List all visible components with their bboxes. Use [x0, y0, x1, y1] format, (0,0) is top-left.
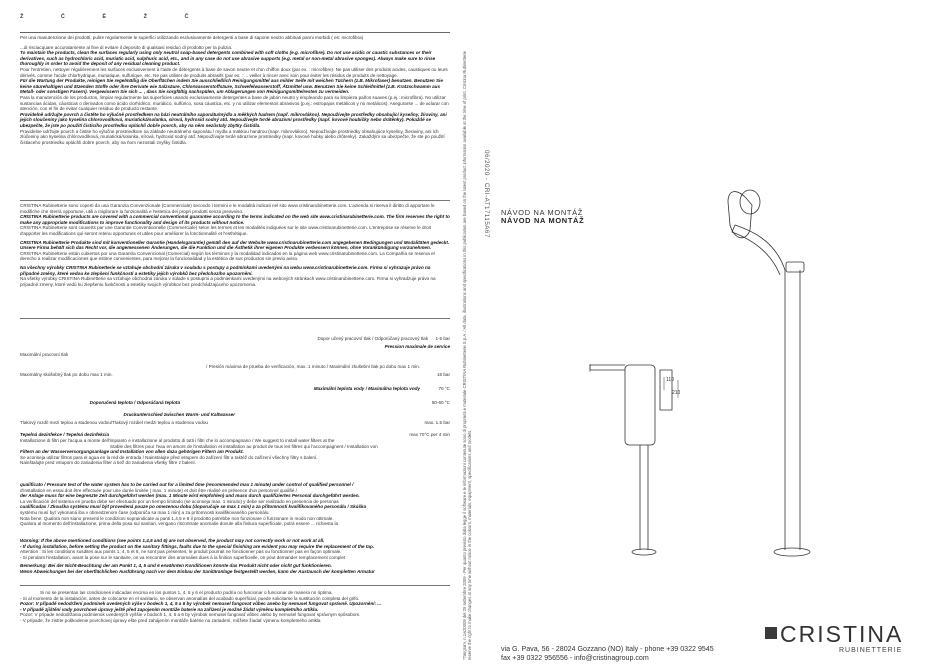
- address-line-1: via G. Pava, 56 - 28024 Gozzano (NO) Italy - phone +39 0322 9545: [501, 645, 714, 653]
- spec-pressure-label: Dopor učený pracovní tlak / Odporúčaný pracovný tlak: [317, 336, 428, 341]
- spec-pressure-diff: Tlakový rozdíl mezi teplou a studenou vodou/Tlakový rozdiel medzi teplou a studenou vodou: [20, 420, 208, 425]
- notes-section: [20, 538, 450, 575]
- note-fr-2: - Si pendant l'installation, avant la pose sur le sanitaire, on va rencontrer des anomalies dues à la finition superficielle, on peut demander remplacement complet: [20, 554, 346, 560]
- footnote-es-2: - Si al momento de la instalación, antes de colocarse en el sanitario, se observan anomalías del acabado superficial, puede solicitarse la sustitución completa del grifo.: [20, 595, 360, 601]
- header-letters: Ž Č Ě Ž Č: [20, 14, 207, 20]
- address-line-2: fax +39 0322 956556 - info@cristinagroup.com: [501, 654, 649, 662]
- spec-rec-temp-value: 50-60 °C: [431, 400, 450, 405]
- spec-disinfection: Tepelná dezinfekce / Tepelná dezinfekcia: [20, 432, 110, 437]
- brand-subtitle: RUBINETTERIE: [839, 647, 903, 654]
- page-title-sk: NÁVOD NA MONTÁŽ: [501, 216, 585, 225]
- spec-pressure-de: Pression maximale de service: [384, 344, 450, 349]
- care-en: To maintain the products, clean the surfaces regularly using only neutral soap-based detergents combined with soft cloths (e.g. microfibre). Do not use acidic or caustic substances or their derivatives, such as hydrochloric acid, muriatic acid, sulphuric acid, etc., and in any case do not use abrasive supports (e.g. metal or non-metal abrasive sponges). Always make sure to rinse thoroughly in order to avoid the deposit of any residual cleaning product.: [20, 50, 436, 67]
- brand-name: CRISTINA: [780, 621, 904, 647]
- warranty-sk: Na všetky výrobky CRISTINA Rubinetterie sa vzťahuje obchodná záruka v súlade s postupmi a podmienkami uvedenými na webových stránkach www.cristinarubinetterie.com. Firma si vyhradzuje právo na prípadné zmeny, ktoré vedú ku zlepšeniu funkčnosti a estetiky svojich výrobkov bez predchádzajúceho upozornenia.: [20, 276, 436, 287]
- faucet-spout: [732, 225, 785, 275]
- spec-test-cz: Maximálny skúšobný tlak po dobu max 1 min.: [20, 372, 113, 377]
- warranty-fr: CRISTINA Rubinetterie sont couverts par une Garantie Conventionnelle (Commerciale) selon les termes et les modalités indiquées sur le site www.cristinarubinetterie.com. L'entreprise se réserve le droit d'apporter les modifications qui seront retenu opportunes et utiles pour améliorer la fonctionnalité et l'esthétique.: [20, 225, 431, 236]
- warranty-de: CRISTINA Rubinetterie Produkte sind mit konventioneller Garantie (Handelsgarantie) gemäß den auf der Website www.cristinarubinetterie.com angegebenen Bedingungen und Modalitäten gedeckt. Unsere Firma behält sich das Recht vor, die angemessenen Änderungen, die die Funktion und die Ästhetik ihrer eigenen Produkte verbessern können, ohne Vorankündigung vorzunehmen.: [20, 239, 450, 251]
- spec-disinfection-value: max 70°C per 4 min: [409, 432, 450, 437]
- section-divider: [20, 585, 450, 586]
- warranty-cz: Na všechny výrobky CRISTINA Rubinetterie se vztahuje obchodní záruka v souladu s postupy a podmínkami uvedenými na webu www.cristinarubinetterie.com. Firma si vyhrazuje právo na případné změny, které vedou ke zlepšení funkčnosti a estetiky jejích výrobků bez předchozího upozornění.: [20, 264, 431, 276]
- footnote-sk-2: - V prípade, že zistíte poškodenie povrchovej úpravy ešte pred zahájením montáže batérie na zariadení, môžete žiadať výmenu kompletného artikla: [20, 617, 321, 623]
- warranty-section: [20, 203, 450, 287]
- footnote-cz-1: Pozor: V případě nedodržení podmínek uvedených výše v bodech 1, 4, 5 a 6 by výrobek nemusel fungovat vůbec anebo by nemusel fungovat správně. Upozornění: ...: [20, 601, 382, 607]
- filters-de: Filtern an der Wasserversorgungsanlage und Installation von allen dazu gehörigen Filtern am Produkt.: [20, 449, 244, 455]
- care-section: [20, 35, 450, 145]
- filters-fr: Stable des filtres pour l'eau en amont de l'installation et installation au produit de tous les filtres qui l'accompagnent / Installation von: [110, 443, 378, 449]
- warranty-en: CRISTINA Rubinetterie products are covered with a commercial conventional guarantee according to the terms indicated on the web site www.cristinarubinetterie.com. The firm reserves the right to make any appropriate modifications to improve functionality and design of its products without notice.: [20, 214, 450, 225]
- qualified-en: qualificato / Pressure test of the water system has to be carried out for a limited time (recommended max 1 minute) under control of qualified personnel /: [20, 482, 354, 487]
- care-it: ...di risciacquare accuratamente al fine di evitare il deposito di qualsiasi residuo di prodotto per la pulizia.: [20, 44, 233, 50]
- note-de-2: Wenn Abweichungen bei der oberflächlichen Ausführung nach vor dem Einbau der Sanitäranlage festgestellt werden, kann der Austausch der kompletten Armatur: [20, 568, 375, 574]
- care-sk: Pravidelne udržujte povrch a čistite ho výlučne prostriedkom na základe neutrálneho saponátu / mydla a mäkkou handrou (napr. mikrovlákno). Nepoužívajte prostriedky obsahujúce kyseliny, žieraviny, ani ich zlúčeniny ako kyselina chlórovodíková, muriatická/solanka, sírová, hydroxid sodný atď. Nepoužívajte tvrdé abrazívne prostriedky (napr. kovové hubky alebo drôtenky). Zakaždým sa ubezpečte, že ste po použití čistiaceho prostriedku opláchli dobre povrch, aby na ňom nezostali zvyšky čistidla.: [20, 128, 445, 145]
- spec-pressure-diff-value: max. 1.5 bar: [424, 420, 450, 425]
- faucet-base: [774, 548, 810, 556]
- spec-test-value: 16 bar: [436, 372, 450, 377]
- product-diagram: [560, 180, 840, 560]
- legal-notice: *Tangram, n.1w20009 del 25 settembre 2009 - Per quanto previsto dalla legge il software e le informazioni contenute sono di proprietà e materiale CRISTINA Rubinetterie S.p.A. / All data, illustrations and specifications in this publication are based on the latest product information available at the time of print. Cristina Rubinetterie reserve the right to make changes at any time without notice in the colours, materials, equipment, specifications and models.: [462, 51, 472, 660]
- dimension-210: 210: [672, 390, 681, 396]
- filters-section: [20, 438, 450, 466]
- qualified-cz: cualificadas / Zkouška systému musí být provedená pouze po omezenou dobu (doporučuje se max 1 min) a za přítomnosti kvalifikovaného personálu / Skúška: [20, 504, 367, 510]
- company-address: [501, 645, 714, 663]
- qualified-section: [20, 482, 450, 527]
- warranty-it: CRISTINA Rubinetterie sono coperti da una Garanzia Convenzionale (Commerciale) secondo i termini e le modalità indicati nel sito www.cristinarubinetterie.com. L'azienda si riserva il diritto di apportare le modifiche che riterrà opportune, utili a migliorare la funzionalità e l'estetica dei propri prodotti senza preavviso.: [20, 203, 435, 214]
- spec-test-es: / Presión máxima de prueba de verificación, max. 1 minuto / Maximální zkušební tlak po dobu max 1 min.: [206, 364, 420, 369]
- spec-temp-value: 70 °C: [438, 386, 450, 391]
- filters-sk: Nainštalujte pred vstupom do zariadenia filter a tiež do zariadenia všetky filtre z balení.: [20, 460, 196, 466]
- care-intro: Per una manutenzione dei prodotti, pulire regolarmente le superfici utilizzando esclusivamente detergenti a base di sapone neutro abbinati panni morbidi ( es: microfibra): [20, 35, 364, 40]
- filters-it-en: Installazione di filtri per l'acqua a monte dell'impianto e installazione al prodotto di tutti i filtri che lo accompagnano / We suggest to install water filters at the: [20, 438, 335, 443]
- note-en-2: - If during installation, before setting the product on the sanitary fittings, faults due to the special finishing are evident you may require the replacement of the tap.: [20, 543, 375, 549]
- page-title-cz: NÁVOD NA MONTÁŽ: [501, 208, 583, 217]
- spec-rec-temp-label: Doporučená teplota / Odporúčaná teplota: [89, 400, 180, 405]
- brand-square-icon: [765, 627, 777, 639]
- section-divider: [20, 200, 450, 201]
- qualified-note1: Nota bene: Qualora non siano presenti le condizioni sopraindicate ai punti 1,4,5 e 6 il prodotto potrebbe non funzionare o funzionare in modo non ottimale.: [20, 515, 334, 521]
- qualified-de: der Anlage muss für eine begrenzte Zeit durchgeführt werden (max. 1 Minute wird empfohlen) und muss durch qualifiziertes Personal durchgeführt werden.: [20, 493, 360, 499]
- section-divider: [20, 318, 450, 319]
- side-view-body: [625, 365, 655, 445]
- qualified-note2: Qualora al momento dell'installazione, prima della posa sui sanitari, vengano riscontrate anomalie dovute alla finitura superficiale, potrà essere ... richiesta la: [20, 521, 339, 527]
- care-es: Para la manutención de los productos, limpiar regularmente las superficies usando exclusivamente detergentes a base de jabón neutro y empleando para su limpieza paños suaves (p.ej.: microfibra). No utilizar sustancias ácidas, cáusticas o derivados como ácido clorhídrico, muriático, sulfúrico, sosa cáustica, etc. y no utilizar elementos abrasivos (p.ej.: estropajos metálicos y no metálicos). Asegurarse ... de aclarar con atención, con el fin de evitar cualquier residuo de producto restante.: [20, 94, 449, 112]
- qualified-fr: d'installation en essai doit être effectuée pour une durée limitée ( max. 1 minute) et doit être réalisé en présence d'un personnel qualifié /: [20, 487, 297, 493]
- qualified-sk: systému musí byť vykonaná iba v obmedzenom čase (odporúča sa max 1 min) a za prítomnosti kvalifikovaného personálu.: [20, 509, 270, 515]
- spec-pressure-value: 1-5 bar: [435, 336, 450, 341]
- dimension-110: 110: [666, 377, 674, 383]
- filters-es-cz: Se aconseja utilizar filtros para el agua en la red de entrada / Nainstalujte před vstupem do zařízení filtr a taktéž do zařízení všechny filtry s balení.: [20, 454, 318, 460]
- qualified-es: La verificación del sistema en prueba debe ser efectuado por un tiempo limitado (se aconseja max. 1 minuto) y debe ser realizado en presencia de personas: [20, 498, 339, 504]
- note-de-1: Bemerkung: Bei der Nicht-Beachtung der am Punkt 1, 4, 5 und 6 erwähnten Konditionen könnte das Produkt nicht oder nicht gut funktionieren.: [20, 563, 332, 569]
- side-view-shower: [660, 370, 672, 410]
- header-divider: [20, 32, 450, 33]
- care-fr: Pour l'entretien, nettoyer régulièrement les surfaces exclusivement à l'aide de détergents à base de savon neutre et d'un chiffon doux (par ex. : microfibre). Ne pas utiliser des produits acides, caustiques ou leurs dérivés, comme l'acide chlorhydrique, muriatique, sulfurique, etc. Ne pas utiliser de produits abrasifs (par ex. : ... veiller à rincer avec soin pour éviter les résidus de produits de nettoyage.: [20, 66, 448, 78]
- care-de: Für die Wartung der Produkte, reinigen Sie regelmäßig die Oberflächen indem Sie ausschließlich Reinigungsmittel aus milder Seife mit weichen Tüchern (z.B. Mikrofaser) benutzen. Benutzen Sie keine säurehaltigen und ätzenden Stoffe oder ihre Derivate wie Salzsäure, Chlorwasserstoffsäure, Schwefelwasserstoff, Ätzmittel usw. Benutzen Sie keine Schleifmittel (z.B. Kratzschwamm aus Metall- oder sonstigen Fasern). Vergewissern Sie sich ... , dass Sie sorgfältig nachspülen, um Ablagerungen von Reinigungsmittelresten zu vermeiden.: [20, 78, 443, 95]
- faucet-handle: [786, 262, 804, 272]
- spec-max-working: Maximální pracovní tlak: [20, 352, 69, 357]
- care-cz: Pravidelně udržujte povrch a čistěte ho výlučně prostředkem na bázi neutrálního saponátu/mýdla a měkkých hadrem (např. mikrovlákno). Nepoužívejte prostředky obsahující kyseliny, žíraviny, ani jejich sloučeniny jako kyselina chlorovodíková, muriatická/solanka, sírová, hydroxid sodný atd. Nepoužívejte tvrdé abrazivní prostředky (např. kovové houbičky nebo drátěnky). Pokaždé se ubezpečte, že jste po použití čisticího prostředku opláchli dobře povrch, aby na něm nezůstaly zbytky čistidla.: [20, 111, 447, 128]
- footnote-sk-1: Pozor: V prípade nedodržania podmienok uvedených vyššie v bodoch 1, 4, 5 a 6 by výrobok nemusel fungovať vôbec alebo by nemusel fungovať správnym spôsobom.: [20, 612, 361, 618]
- spec-temp-label: Maximální teplota vody / Maximálna teplota vody: [313, 386, 420, 391]
- document-date-code: 06/2020 - CRI-AT17115A67: [483, 150, 490, 238]
- brand-logo: [765, 621, 925, 664]
- spec-check-valves: Druckunterschied zwischen Warm- und Kaltwasser: [123, 412, 235, 417]
- footer-notes: [20, 590, 450, 624]
- footnote-es-1: Si no se presentan las condiciones indicadas encima en los puntos 1, 4, 5 y 6 el producto podría no funcionar o funcionar de manera no óptima.: [40, 590, 333, 595]
- note-en-1: Warning: If the above mentioned conditions (see points 1,4,5 and 6) are not observed, the product may not correctly work or not work at all.: [20, 538, 325, 543]
- note-fr-1: Attention : Si les conditions susdites aux points 1, 4, 5 et 6, ne sont pas présentes, le produit pourrait ne fonctionner pas ou fonctionner pas en façon optimale.: [20, 549, 342, 555]
- footnote-cz-2: - V případě zjištění vady povrchové úpravy ještě před zapojením montáže baterie na zařízení je možné žádat výměnu kompletního artiklu.: [20, 606, 319, 612]
- warranty-es: CRISTINA Rubinetterie están cubiertos por una Garantía Convencional (Comercial) según los términos y la modalidad indicados en la página web www.cristinarubinetterie.com. La Compañía se reserva el derecho a realizar modificaciones que estime convenientes, para mejorar la funcionalidad y la estética de sus productos sin previo aviso.: [20, 250, 435, 262]
